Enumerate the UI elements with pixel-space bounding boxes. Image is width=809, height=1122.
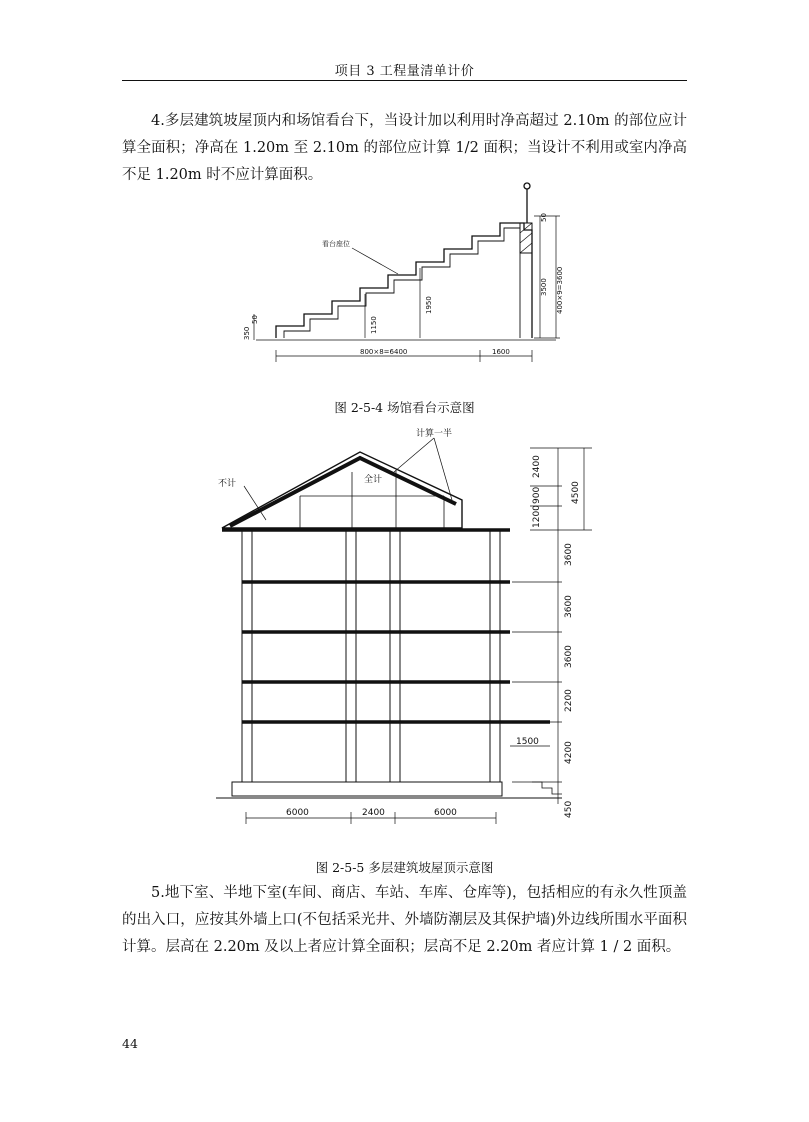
dim-2400-h: 2400 <box>532 455 542 478</box>
stadium-stand-figure <box>240 178 580 368</box>
dim-1950: 1950 <box>425 296 433 314</box>
dim-2200: 2200 <box>564 689 574 712</box>
dim-4200: 4200 <box>564 741 574 764</box>
figure-caption-2-5-5: 图 2-5-5 多层建筑坡屋顶示意图 <box>315 860 494 875</box>
sloped-roof-building-figure <box>212 424 602 828</box>
dim-900: 900 <box>532 486 542 504</box>
running-header: 项目 3 工程量清单计价 <box>334 64 475 79</box>
paragraph-4-text: 4.多层建筑坡屋顶内和场馆看台下，当设计加以利用时净高超过 2.10m 的部位应计算全面积；净高在 1.20m 至 2.10m 的部位应计算 1/2 面积；当设计不利用或室内净高不足 1.20m 时不应计算面积。 <box>122 113 687 183</box>
width-2400: 2400 <box>362 808 385 818</box>
dim-3600-b: 3600 <box>564 595 574 618</box>
dim-total-height: 400×9=3600 <box>556 266 564 314</box>
dim-1150: 1150 <box>370 316 378 334</box>
label-full: 全计 <box>364 475 383 485</box>
dim-50-right: 50 <box>540 213 548 222</box>
figure-caption-2-5-4: 图 2-5-4 场馆看台示意图 <box>334 400 475 415</box>
dim-6400: 800×8=6400 <box>360 348 408 356</box>
dim-1200: 1200 <box>532 505 542 528</box>
dim-50-left: 50 <box>251 315 259 324</box>
dim-3600-c: 3600 <box>564 645 574 668</box>
dim-1600: 1600 <box>492 348 510 356</box>
stand-steps-outer <box>276 223 532 338</box>
dim-350: 350 <box>243 326 251 340</box>
dim-450: 450 <box>564 800 574 818</box>
page-number: 44 <box>122 1036 138 1051</box>
dim-4500: 4500 <box>571 481 581 504</box>
paragraph-4 <box>122 108 687 189</box>
label-seat: 看台座位 <box>322 240 350 248</box>
paragraph-5 <box>122 880 687 961</box>
dim-3500: 3500 <box>540 278 548 296</box>
dim-3600-a: 3600 <box>564 543 574 566</box>
stand-steps-inner <box>284 228 520 338</box>
dim-1500: 1500 <box>516 737 539 747</box>
label-none: 不计 <box>218 479 237 489</box>
width-6000-left: 6000 <box>286 808 309 818</box>
paragraph-5-text: 5.地下室、半地下室(车间、商店、车站、车库、仓库等)，包括相应的有永久性顶盖的出入口，应按其外墙上口(不包括采光井、外墙防潮层及其保护墙)外边线所围水平面积计算。层高在 2.20m 及以上者应计算全面积；层高不足 2.20m 者应计算 1 / 2 面积。 <box>122 885 687 955</box>
width-6000-right: 6000 <box>434 808 457 818</box>
label-half: 计算一半 <box>416 429 453 439</box>
header-rule <box>122 80 687 81</box>
